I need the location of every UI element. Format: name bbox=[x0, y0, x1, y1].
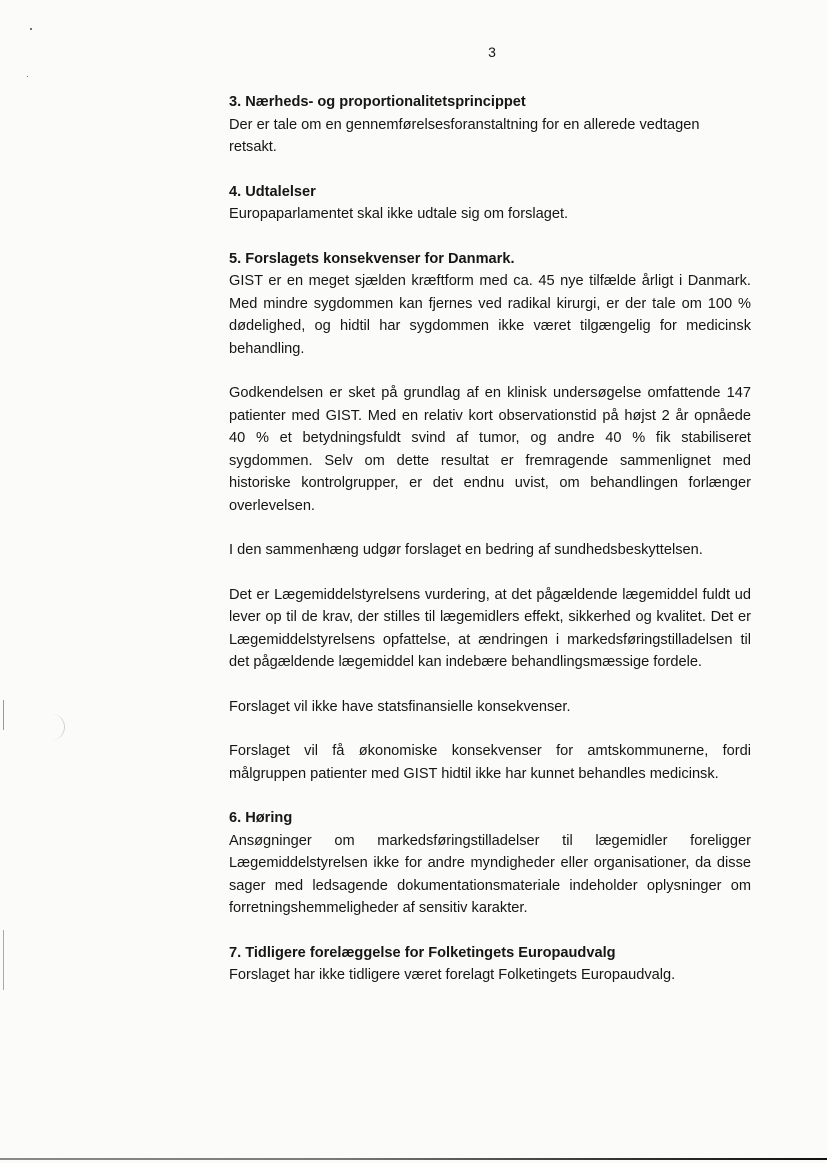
paragraph: Europaparlamentet skal ikke udtale sig om forslaget. bbox=[229, 206, 569, 222]
section-hearing bbox=[229, 807, 751, 920]
section-consequences bbox=[229, 248, 751, 786]
section-heading: 5. Forslagets konsekvenser for Danmark. bbox=[229, 250, 515, 267]
page-bottom-edge bbox=[0, 1158, 827, 1160]
paragraph: Ansøgninger om markedsføringstilladelser til lægemidler foreligger Lægemiddelstyrelsen ikke for andre myndigheder eller organisationer, da disse sager med ledsagende dokumentationsmateriale indeholder oplysninger om forretningshemmeligheder af sensitiv karakter. bbox=[229, 832, 751, 916]
page-number: 3 bbox=[488, 44, 496, 60]
scan-edge-mark bbox=[3, 930, 4, 990]
paragraph: GIST er en meget sjælden kræftform med ca. 45 nye tilfælde årligt i Danmark. Med mindre sygdommen kan fjernes ved radikal kirurgi, er der tale om 100 % dødelighed, og hidtil har sygdommen ikke været tilgængelig for medicinsk behandling. bbox=[229, 273, 751, 357]
punch-hole-shadow bbox=[44, 714, 65, 740]
paragraph: Forslaget har ikke tidligere været forelagt Folketingets Europaudvalg. bbox=[229, 967, 676, 983]
paragraph: I den sammenhæng udgør forslaget en bedring af sundhedsbeskyttelsen. bbox=[229, 542, 703, 558]
paragraph: Det er Lægemiddelstyrelsens vurdering, at det pågældende lægemiddel fuldt ud lever op til de krav, der stilles til lægemidlers effekt, sikkerhed og kvalitet. Det er Lægemiddelstyrelsens opfattelse, at ændringen i markedsføringstilladelsen til det pågældende lægemiddel kan indebære behandlingsmæssige fordele. bbox=[229, 586, 751, 670]
document-body bbox=[229, 91, 751, 987]
scan-speck bbox=[30, 28, 32, 30]
section-proportionality bbox=[229, 91, 751, 159]
section-statements bbox=[229, 181, 751, 226]
section-heading: 3. Nærheds- og proportionalitetsprincippet bbox=[229, 94, 526, 110]
scan-speck bbox=[27, 76, 28, 77]
section-heading: 7. Tidligere forelæggelse for Folketingets Europaudvalg bbox=[229, 944, 616, 961]
paragraph: Forslaget vil ikke have statsfinansielle konsekvenser. bbox=[229, 698, 571, 715]
section-previous-presentation bbox=[229, 942, 751, 987]
paragraph: Forslaget vil få økonomiske konsekvenser for amtskommunerne, fordi målgruppen patienter med GIST hidtil ikke har kunnet behandles medicinsk. bbox=[229, 743, 751, 782]
scan-edge-mark bbox=[3, 700, 4, 730]
section-heading: 4. Udtalelser bbox=[229, 183, 316, 200]
section-heading: 6. Høring bbox=[229, 810, 293, 826]
paragraph: Der er tale om en gennemførelsesforanstaltning for en allerede vedtagen retsakt. bbox=[229, 116, 700, 155]
paragraph: Godkendelsen er sket på grundlag af en klinisk undersøgelse omfattende 147 patienter med GIST. Med en relativ kort observationstid på højst 2 år opnåede 40 % et betydningsfuldt svind af tumor, og andre 40 % fik stabiliseret sygdommen. Selv om dette resultat er fremragende sammenlignet med historiske kontrolgrupper, er det endnu uvist, om behandlingen forlænger overlevelsen. bbox=[229, 385, 751, 514]
